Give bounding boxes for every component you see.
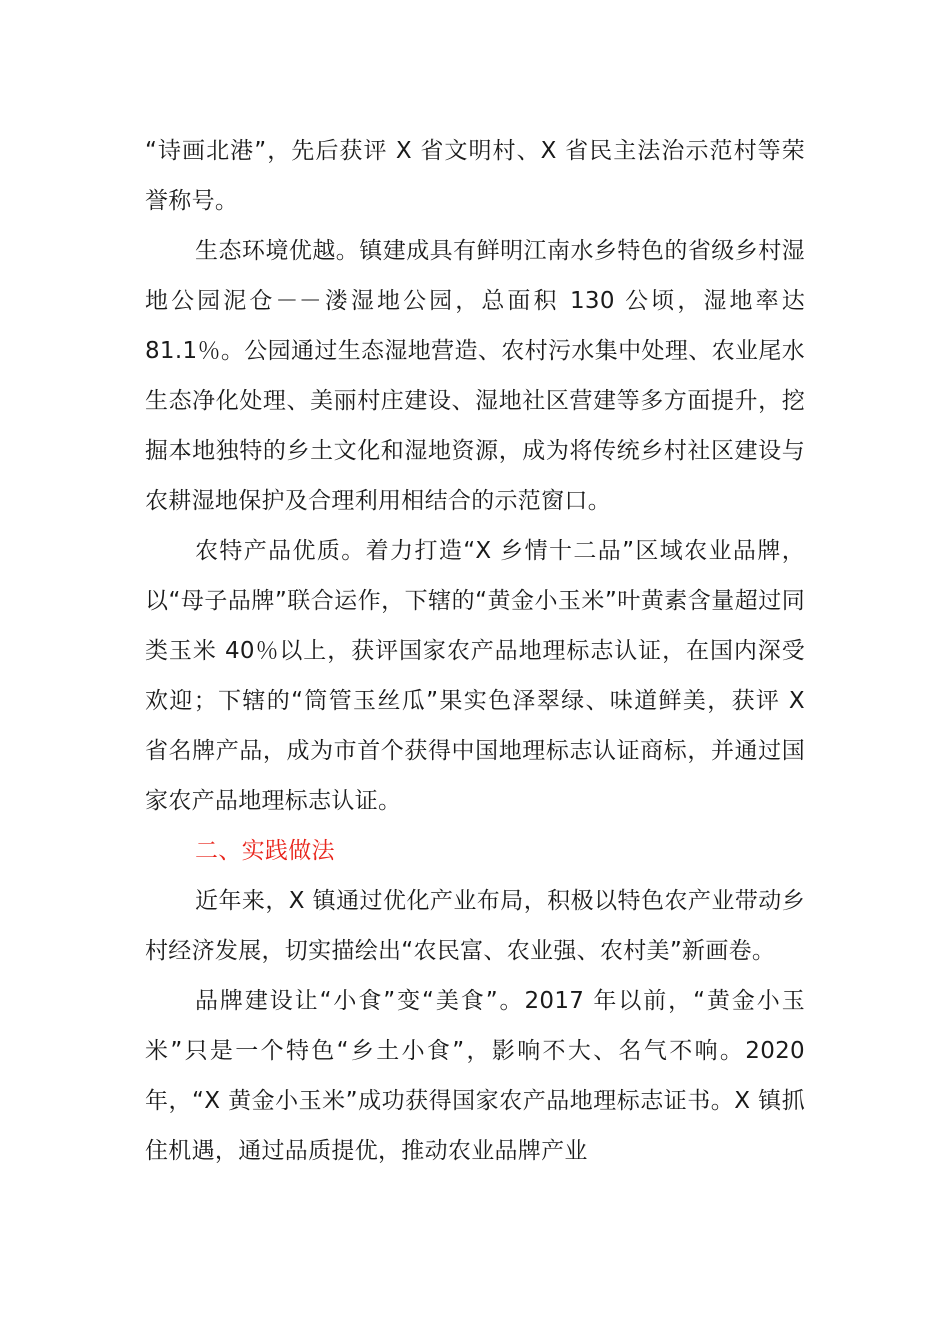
paragraph-ecology: 生态环境优越。镇建成具有鲜明江南水乡特色的省级乡村湿地公园泥仓－－溇湿地公园，总面积 130 公顷，湿地率达 81.1％。公园通过生态湿地营造、农村污水集中处理、农业尾水生态净化处理、美丽村庄建设、湿地社区营建等多方面提升，挖掘本地独特的乡土文化和湿地资源，成为将传统乡村社区建设与农耕湿地保护及合理利用相结合的示范窗口。 [145, 238, 805, 514]
paragraph-honors: “诗画北港”，先后获评 X 省文明村、X 省民主法治示范村等荣誉称号。 [145, 138, 805, 214]
paragraph-practice-intro: 近年来，X 镇通过优化产业布局，积极以特色农产业带动乡村经济发展，切实描绘出“农民富、农业强、农村美”新画卷。 [145, 888, 805, 964]
document-body [145, 126, 805, 1176]
paragraph-brand-building: 品牌建设让“小食”变“美食”。2017 年以前，“黄金小玉米”只是一个特色“乡土小食”，影响不大、名气不响。2020 年，“X 黄金小玉米”成功获得国家农产品地理标志证书。X 镇抓住机遇，通过品质提优，推动农业品牌产业 [145, 988, 805, 1164]
section-heading: 二、实践做法 [195, 838, 335, 864]
paragraph-products: 农特产品优质。着力打造“X 乡情十二品”区域农业品牌，以“母子品牌”联合运作，下辖的“黄金小玉米”叶黄素含量超过同类玉米 40％以上，获评国家农产品地理标志认证，在国内深受欢迎；下辖的“筒管玉丝瓜”果实色泽翠绿、味道鲜美，获评 X 省名牌产品，成为市首个获得中国地理标志认证商标，并通过国家农产品地理标志认证。 [145, 538, 805, 814]
